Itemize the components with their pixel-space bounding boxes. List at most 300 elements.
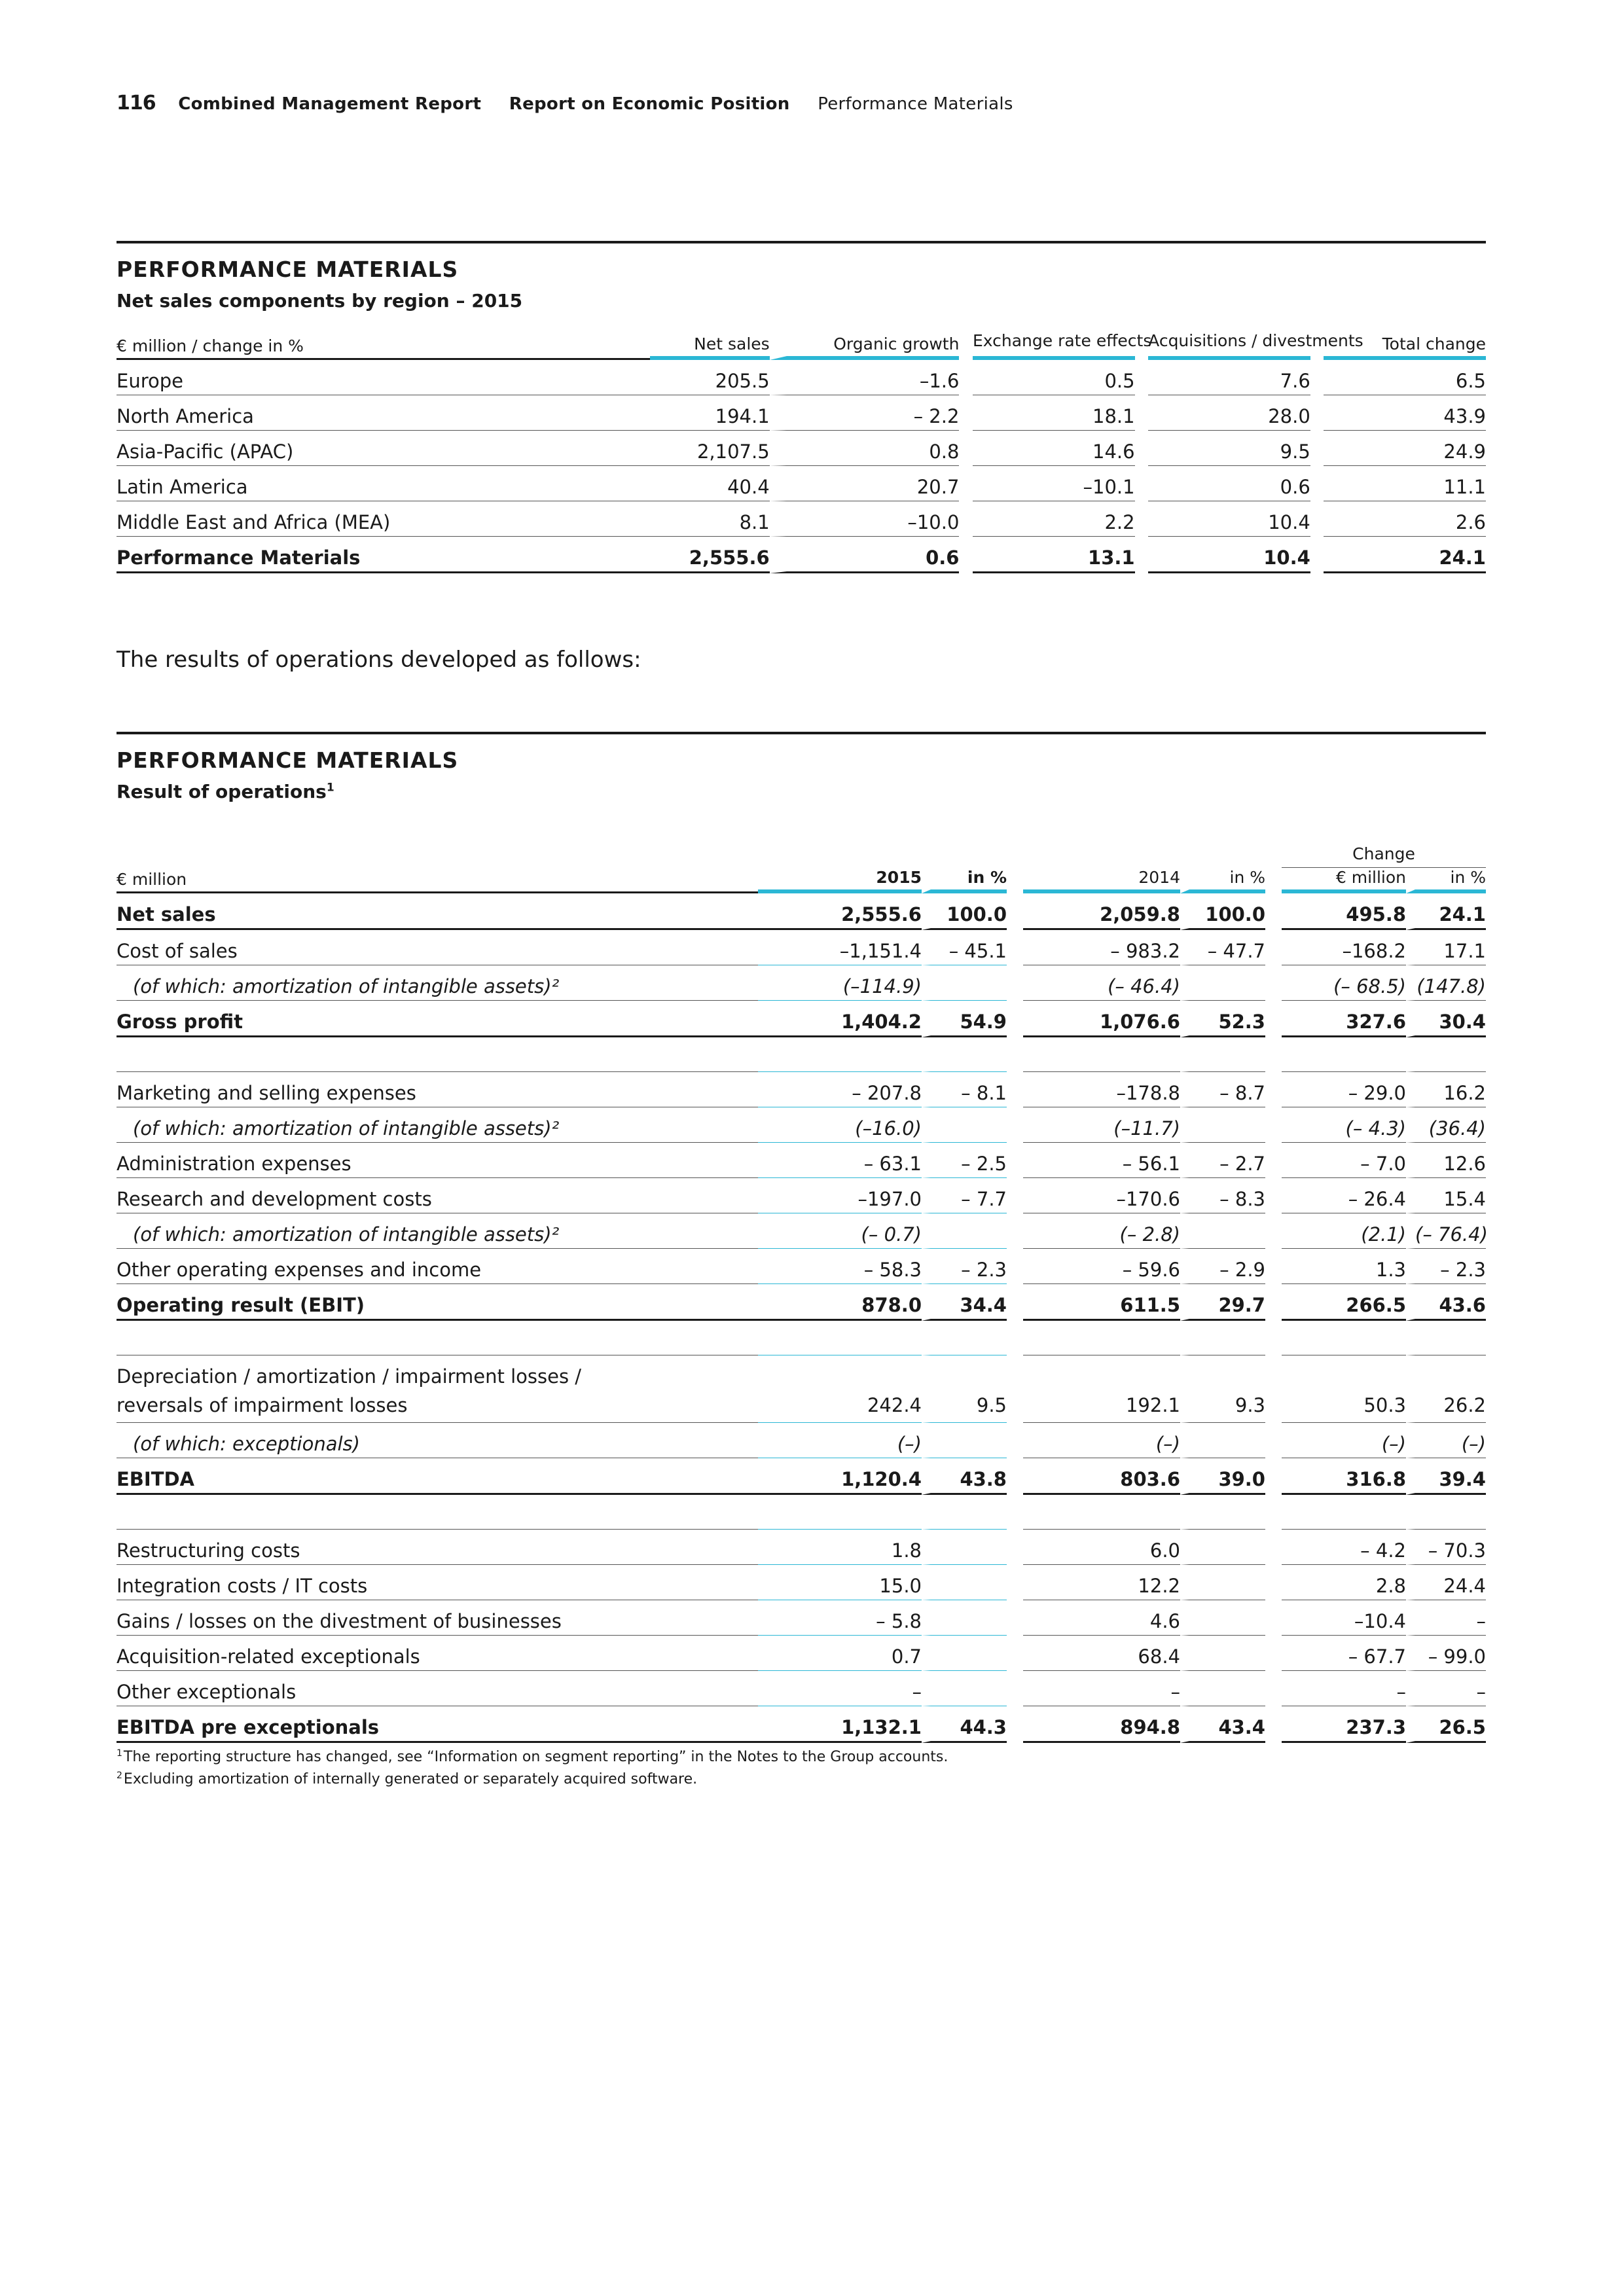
table-header-row [117, 329, 1486, 360]
change-million-cell: 316.8 [1282, 1458, 1406, 1495]
value-2015-cell: (–) [758, 1423, 922, 1458]
column-header-exchange-rate-effects: Exchange rate effects [973, 329, 1135, 360]
table-row [117, 1671, 1486, 1706]
change-pct-cell: (36.4) [1406, 1107, 1486, 1143]
change-pct-cell: 16.2 [1406, 1072, 1486, 1107]
column-gap [1007, 1178, 1023, 1213]
column-gap [1135, 395, 1149, 431]
spacer-row [117, 1037, 1486, 1072]
section-subtitle-text: Result of operations [117, 781, 327, 802]
change-pct-cell: (–) [1406, 1423, 1486, 1458]
breadcrumb-section: Combined Management Report [178, 94, 482, 114]
organic-growth-cell: 0.8 [770, 431, 960, 466]
column-gap [1007, 1530, 1023, 1565]
table-row [117, 1565, 1486, 1600]
row-label-line: reversals of impairment losses [117, 1394, 408, 1416]
pct-2015-cell: 9.5 [922, 1355, 1007, 1423]
table-row [117, 431, 1486, 466]
value-2014-cell: – 983.2 [1023, 930, 1180, 965]
column-header-change-million: € million [1282, 868, 1406, 893]
value-2014-cell: (– 2.8) [1023, 1213, 1180, 1249]
value-2014-cell: 1,076.6 [1023, 1001, 1180, 1037]
organic-growth-cell: –1.6 [770, 360, 960, 395]
table-row [117, 965, 1486, 1001]
row-label: (of which: exceptionals) [117, 1423, 758, 1458]
table-row [117, 395, 1486, 431]
pct-2014-cell: 52.3 [1180, 1001, 1265, 1037]
footnote-mark: 2 [117, 1770, 122, 1781]
page-header [117, 92, 1013, 115]
column-gap [1007, 1107, 1023, 1143]
value-2015-cell: –197.0 [758, 1178, 922, 1213]
footnotes [117, 1746, 948, 1791]
column-gap [1265, 1284, 1282, 1321]
page-number: 116 [117, 92, 156, 115]
change-pct-cell: 43.6 [1406, 1284, 1486, 1321]
column-gap [1007, 965, 1023, 1001]
table-row [117, 1213, 1486, 1249]
value-2014-cell: 12.2 [1023, 1565, 1180, 1600]
spacer-cell [1007, 1495, 1023, 1530]
region-section-heading [117, 241, 1486, 312]
column-gap [1007, 930, 1023, 965]
row-label: Net sales [117, 893, 758, 930]
pct-2015-cell: 100.0 [922, 893, 1007, 930]
table-row [117, 537, 1486, 573]
pct-2015-cell [922, 1423, 1007, 1458]
exchange-rate-cell: 18.1 [973, 395, 1135, 431]
value-2014-cell: 2,059.8 [1023, 893, 1180, 930]
table-row [117, 1706, 1486, 1743]
value-2014-cell: – [1023, 1671, 1180, 1706]
value-2015-cell: 15.0 [758, 1565, 922, 1600]
column-gap [1007, 1072, 1023, 1107]
exchange-rate-cell: 2.2 [973, 501, 1135, 537]
spacer-cell [1282, 1495, 1406, 1530]
value-2015-cell: 1.8 [758, 1530, 922, 1565]
row-label-line: Depreciation / amortization / impairment losses / [117, 1365, 582, 1388]
column-gap [1007, 1636, 1023, 1671]
value-2015-cell: 1,404.2 [758, 1001, 922, 1037]
value-2014-cell: 192.1 [1023, 1355, 1180, 1423]
pct-2015-cell: – 7.7 [922, 1178, 1007, 1213]
change-pct-cell: 39.4 [1406, 1458, 1486, 1495]
value-2015-cell: 1,132.1 [758, 1706, 922, 1743]
row-label: (of which: amortization of intangible assets)² [117, 1213, 758, 1249]
column-gap [1007, 1600, 1023, 1636]
row-label: Asia-Pacific (APAC) [117, 431, 650, 466]
table-row [117, 1530, 1486, 1565]
change-pct-cell: 17.1 [1406, 930, 1486, 965]
row-label: Integration costs / IT costs [117, 1565, 758, 1600]
column-gap [1265, 930, 1282, 965]
change-pct-cell: – 99.0 [1406, 1636, 1486, 1671]
column-gap [1265, 1249, 1282, 1284]
pct-2014-cell: – 2.9 [1180, 1249, 1265, 1284]
column-gap [1310, 501, 1324, 537]
pct-2014-cell [1180, 1530, 1265, 1565]
spacer-cell [1265, 1495, 1282, 1530]
net-sales-cell: 205.5 [650, 360, 770, 395]
acquisitions-cell: 10.4 [1148, 501, 1310, 537]
change-pct-cell: – [1406, 1671, 1486, 1706]
footnote-text: Excluding amortization of internally generated or separately acquired software. [123, 1771, 698, 1787]
table-row [117, 1249, 1486, 1284]
column-gap [1265, 1706, 1282, 1743]
column-gap [1265, 1178, 1282, 1213]
spacer-cell [1007, 1321, 1023, 1355]
row-label: Acquisition-related exceptionals [117, 1636, 758, 1671]
table-row [117, 1284, 1486, 1321]
total-change-cell: 2.6 [1324, 501, 1486, 537]
table-row [117, 1143, 1486, 1178]
change-million-cell: –10.4 [1282, 1600, 1406, 1636]
change-million-cell: 237.3 [1282, 1706, 1406, 1743]
pct-2015-cell: 44.3 [922, 1706, 1007, 1743]
column-gap [1007, 1565, 1023, 1600]
change-million-cell: – 67.7 [1282, 1636, 1406, 1671]
table-row [117, 1072, 1486, 1107]
column-gap [1265, 1530, 1282, 1565]
change-million-cell: –168.2 [1282, 930, 1406, 965]
row-label [117, 1355, 758, 1423]
organic-growth-cell: 0.6 [770, 537, 960, 573]
value-2014-cell: –178.8 [1023, 1072, 1180, 1107]
region-sales-table [117, 329, 1486, 573]
row-label: (of which: amortization of intangible assets)² [117, 965, 758, 1001]
table-row [117, 893, 1486, 930]
row-label: Restructuring costs [117, 1530, 758, 1565]
column-gap [1310, 466, 1324, 501]
row-label: Gains / losses on the divestment of businesses [117, 1600, 758, 1636]
column-header-label: € million / change in % [117, 329, 650, 360]
row-label: Other operating expenses and income [117, 1249, 758, 1284]
column-gap [1135, 501, 1149, 537]
change-million-cell: 1.3 [1282, 1249, 1406, 1284]
pct-2015-cell [922, 1107, 1007, 1143]
spacer-cell [1265, 1321, 1282, 1355]
pct-2014-cell: – 8.7 [1180, 1072, 1265, 1107]
acquisitions-cell: 7.6 [1148, 360, 1310, 395]
net-sales-cell: 2,555.6 [650, 537, 770, 573]
spacer-row [117, 1321, 1486, 1355]
change-million-cell: 266.5 [1282, 1284, 1406, 1321]
column-gap [1265, 1107, 1282, 1143]
row-label: Gross profit [117, 1001, 758, 1037]
column-gap [1265, 1636, 1282, 1671]
column-gap [959, 360, 973, 395]
results-table [117, 844, 1486, 1743]
column-gap [1265, 1001, 1282, 1037]
value-2014-cell: –170.6 [1023, 1178, 1180, 1213]
pct-2014-cell: – 47.7 [1180, 930, 1265, 965]
row-label: Middle East and Africa (MEA) [117, 501, 650, 537]
pct-2015-cell: 34.4 [922, 1284, 1007, 1321]
spacer-cell [117, 1037, 758, 1072]
exchange-rate-cell: 13.1 [973, 537, 1135, 573]
pct-2015-cell: – 45.1 [922, 930, 1007, 965]
section-subtitle [117, 781, 1486, 802]
spacer-cell [1023, 1495, 1180, 1530]
table-row [117, 1178, 1486, 1213]
value-2015-cell: (–114.9) [758, 965, 922, 1001]
column-gap [1007, 1213, 1023, 1249]
pct-2015-cell [922, 965, 1007, 1001]
row-label: (of which: amortization of intangible assets)² [117, 1107, 758, 1143]
change-pct-cell: 30.4 [1406, 1001, 1486, 1037]
row-label: Performance Materials [117, 537, 650, 573]
table-row [117, 1600, 1486, 1636]
spacer-cell [1007, 1037, 1023, 1072]
column-gap [1007, 1671, 1023, 1706]
column-gap [1135, 360, 1149, 395]
column-header-2014-pct: in % [1180, 868, 1265, 893]
column-gap [1265, 893, 1282, 930]
value-2014-cell: 4.6 [1023, 1600, 1180, 1636]
pct-2014-cell [1180, 1671, 1265, 1706]
pct-2014-cell [1180, 1636, 1265, 1671]
row-label: Research and development costs [117, 1178, 758, 1213]
change-pct-cell: – [1406, 1600, 1486, 1636]
change-pct-cell: – 70.3 [1406, 1530, 1486, 1565]
pct-2015-cell: 43.8 [922, 1458, 1007, 1495]
spacer-cell [1023, 1037, 1180, 1072]
change-pct-cell: 26.2 [1406, 1355, 1486, 1423]
spacer-cell [1282, 1321, 1406, 1355]
column-gap [1007, 1355, 1023, 1423]
spacer-cell [117, 1495, 758, 1530]
table-row [117, 1458, 1486, 1495]
footnote-1 [117, 1746, 948, 1768]
value-2014-cell: (–11.7) [1023, 1107, 1180, 1143]
change-million-cell: – 7.0 [1282, 1143, 1406, 1178]
pct-2014-cell [1180, 965, 1265, 1001]
change-million-cell: (2.1) [1282, 1213, 1406, 1249]
row-label: Other exceptionals [117, 1671, 758, 1706]
pct-2015-cell [922, 1671, 1007, 1706]
spacer-cell [1265, 1037, 1282, 1072]
row-label: EBITDA pre exceptionals [117, 1706, 758, 1743]
pct-2015-cell [922, 1565, 1007, 1600]
column-gap [1265, 1671, 1282, 1706]
table-row [117, 466, 1486, 501]
column-gap [1265, 965, 1282, 1001]
column-gap [1310, 395, 1324, 431]
footnote-mark: 1 [117, 1748, 122, 1759]
section-title: PERFORMANCE MATERIALS [117, 747, 459, 773]
exchange-rate-cell: 0.5 [973, 360, 1135, 395]
column-gap [959, 537, 973, 573]
row-label: Europe [117, 360, 650, 395]
column-group-change: Change [1282, 844, 1486, 868]
value-2015-cell: 878.0 [758, 1284, 922, 1321]
acquisitions-cell: 9.5 [1148, 431, 1310, 466]
row-label: Marketing and selling expenses [117, 1072, 758, 1107]
change-million-cell: (– 4.3) [1282, 1107, 1406, 1143]
column-gap [1310, 431, 1324, 466]
column-gap [1135, 466, 1149, 501]
footnote-2 [117, 1768, 948, 1791]
column-gap [1007, 1143, 1023, 1178]
pct-2014-cell [1180, 1600, 1265, 1636]
pct-2014-cell: – 2.7 [1180, 1143, 1265, 1178]
change-group-row [117, 844, 1486, 868]
section-title: PERFORMANCE MATERIALS [117, 257, 459, 282]
change-million-cell: 327.6 [1282, 1001, 1406, 1037]
spacer-cell [1406, 1037, 1486, 1072]
column-gap [959, 431, 973, 466]
column-gap [1007, 1001, 1023, 1037]
exchange-rate-cell: –10.1 [973, 466, 1135, 501]
change-million-cell: (– 68.5) [1282, 965, 1406, 1001]
column-header-acquisitions-divestments: Acquisitions / divestments [1148, 329, 1310, 360]
total-change-cell: 24.1 [1324, 537, 1486, 573]
value-2015-cell: – 58.3 [758, 1249, 922, 1284]
organic-growth-cell: 20.7 [770, 466, 960, 501]
organic-growth-cell: – 2.2 [770, 395, 960, 431]
section-subtitle: Net sales components by region – 2015 [117, 290, 523, 312]
total-change-cell: 24.9 [1324, 431, 1486, 466]
pct-2014-cell: 29.7 [1180, 1284, 1265, 1321]
pct-2015-cell [922, 1530, 1007, 1565]
value-2014-cell: – 59.6 [1023, 1249, 1180, 1284]
change-million-cell: 50.3 [1282, 1355, 1406, 1423]
column-header-2015: 2015 [758, 868, 922, 893]
value-2015-cell: – 207.8 [758, 1072, 922, 1107]
change-pct-cell: 24.1 [1406, 893, 1486, 930]
value-2015-cell: (–16.0) [758, 1107, 922, 1143]
row-label: Administration expenses [117, 1143, 758, 1178]
row-label: North America [117, 395, 650, 431]
value-2015-cell: 1,120.4 [758, 1458, 922, 1495]
row-label: Cost of sales [117, 930, 758, 965]
net-sales-cell: 40.4 [650, 466, 770, 501]
pct-2014-cell [1180, 1213, 1265, 1249]
change-pct-cell: 15.4 [1406, 1178, 1486, 1213]
column-gap [1007, 1706, 1023, 1743]
pct-2015-cell [922, 1213, 1007, 1249]
value-2015-cell: – 63.1 [758, 1143, 922, 1178]
column-gap [959, 501, 973, 537]
pct-2014-cell: 100.0 [1180, 893, 1265, 930]
results-section-heading [117, 732, 1486, 802]
table-row [117, 501, 1486, 537]
column-gap [1265, 1423, 1282, 1458]
spacer-cell [758, 1495, 922, 1530]
acquisitions-cell: 28.0 [1148, 395, 1310, 431]
pct-2015-cell: – 8.1 [922, 1072, 1007, 1107]
exchange-rate-cell: 14.6 [973, 431, 1135, 466]
column-header-total-change: Total change [1324, 329, 1486, 360]
pct-2014-cell [1180, 1423, 1265, 1458]
spacer-cell [922, 1495, 1007, 1530]
change-pct-cell: 24.4 [1406, 1565, 1486, 1600]
table-row [117, 360, 1486, 395]
intro-paragraph: The results of operations developed as follows: [117, 647, 641, 673]
organic-growth-cell: –10.0 [770, 501, 960, 537]
value-2014-cell: 894.8 [1023, 1706, 1180, 1743]
acquisitions-cell: 0.6 [1148, 466, 1310, 501]
column-gap [1265, 1458, 1282, 1495]
column-gap [1135, 431, 1149, 466]
net-sales-cell: 8.1 [650, 501, 770, 537]
pct-2015-cell: – 2.5 [922, 1143, 1007, 1178]
pct-2014-cell: 43.4 [1180, 1706, 1265, 1743]
change-pct-cell: (147.8) [1406, 965, 1486, 1001]
pct-2014-cell: 39.0 [1180, 1458, 1265, 1495]
spacer-cell [922, 1321, 1007, 1355]
value-2014-cell: – 56.1 [1023, 1143, 1180, 1178]
value-2015-cell: – [758, 1671, 922, 1706]
column-gap [1265, 1600, 1282, 1636]
column-gap [959, 395, 973, 431]
column-gap [1007, 1423, 1023, 1458]
value-2015-cell: –1,151.4 [758, 930, 922, 965]
change-million-cell: 495.8 [1282, 893, 1406, 930]
pct-2015-cell: – 2.3 [922, 1249, 1007, 1284]
spacer-cell [758, 1037, 922, 1072]
change-pct-cell: 26.5 [1406, 1706, 1486, 1743]
pct-2015-cell [922, 1636, 1007, 1671]
breadcrumb-subsection: Report on Economic Position [509, 94, 790, 114]
value-2014-cell: 68.4 [1023, 1636, 1180, 1671]
footnote-marker: 1 [326, 781, 334, 795]
table-header-row [117, 868, 1486, 893]
value-2014-cell: 611.5 [1023, 1284, 1180, 1321]
pct-2014-cell [1180, 1107, 1265, 1143]
change-million-cell: (–) [1282, 1423, 1406, 1458]
table-row [117, 1355, 1486, 1423]
table-row [117, 1001, 1486, 1037]
value-2014-cell: (–) [1023, 1423, 1180, 1458]
column-header-change-pct: in % [1406, 868, 1486, 893]
change-pct-cell: (– 76.4) [1406, 1213, 1486, 1249]
spacer-cell [1406, 1321, 1486, 1355]
value-2014-cell: (– 46.4) [1023, 965, 1180, 1001]
column-header-organic-growth: Organic growth [770, 329, 960, 360]
change-million-cell: – 26.4 [1282, 1178, 1406, 1213]
value-2014-cell: 6.0 [1023, 1530, 1180, 1565]
value-2014-cell: 803.6 [1023, 1458, 1180, 1495]
spacer-cell [1180, 1495, 1265, 1530]
spacer-cell [1282, 1037, 1406, 1072]
spacer-row [117, 1495, 1486, 1530]
total-change-cell: 43.9 [1324, 395, 1486, 431]
column-gap [1310, 537, 1324, 573]
pct-2014-cell: – 8.3 [1180, 1178, 1265, 1213]
row-label: EBITDA [117, 1458, 758, 1495]
row-label: Latin America [117, 466, 650, 501]
breadcrumb-topic: Performance Materials [818, 94, 1013, 114]
footnote-text: The reporting structure has changed, see “Information on segment reporting” in the Notes to the Group accounts. [123, 1749, 948, 1765]
column-header-2015-pct: in % [922, 868, 1007, 893]
net-sales-cell: 2,107.5 [650, 431, 770, 466]
column-gap [1265, 1355, 1282, 1423]
column-gap [1007, 1458, 1023, 1495]
change-pct-cell: – 2.3 [1406, 1249, 1486, 1284]
column-gap [1135, 537, 1149, 573]
spacer-cell [1180, 1037, 1265, 1072]
pct-2014-cell [1180, 1565, 1265, 1600]
table-row [117, 1636, 1486, 1671]
change-pct-cell: 12.6 [1406, 1143, 1486, 1178]
column-gap [1265, 1072, 1282, 1107]
value-2015-cell: – 5.8 [758, 1600, 922, 1636]
section-rule [117, 241, 1486, 243]
spacer-cell [758, 1321, 922, 1355]
acquisitions-cell: 10.4 [1148, 537, 1310, 573]
pct-2015-cell [922, 1600, 1007, 1636]
